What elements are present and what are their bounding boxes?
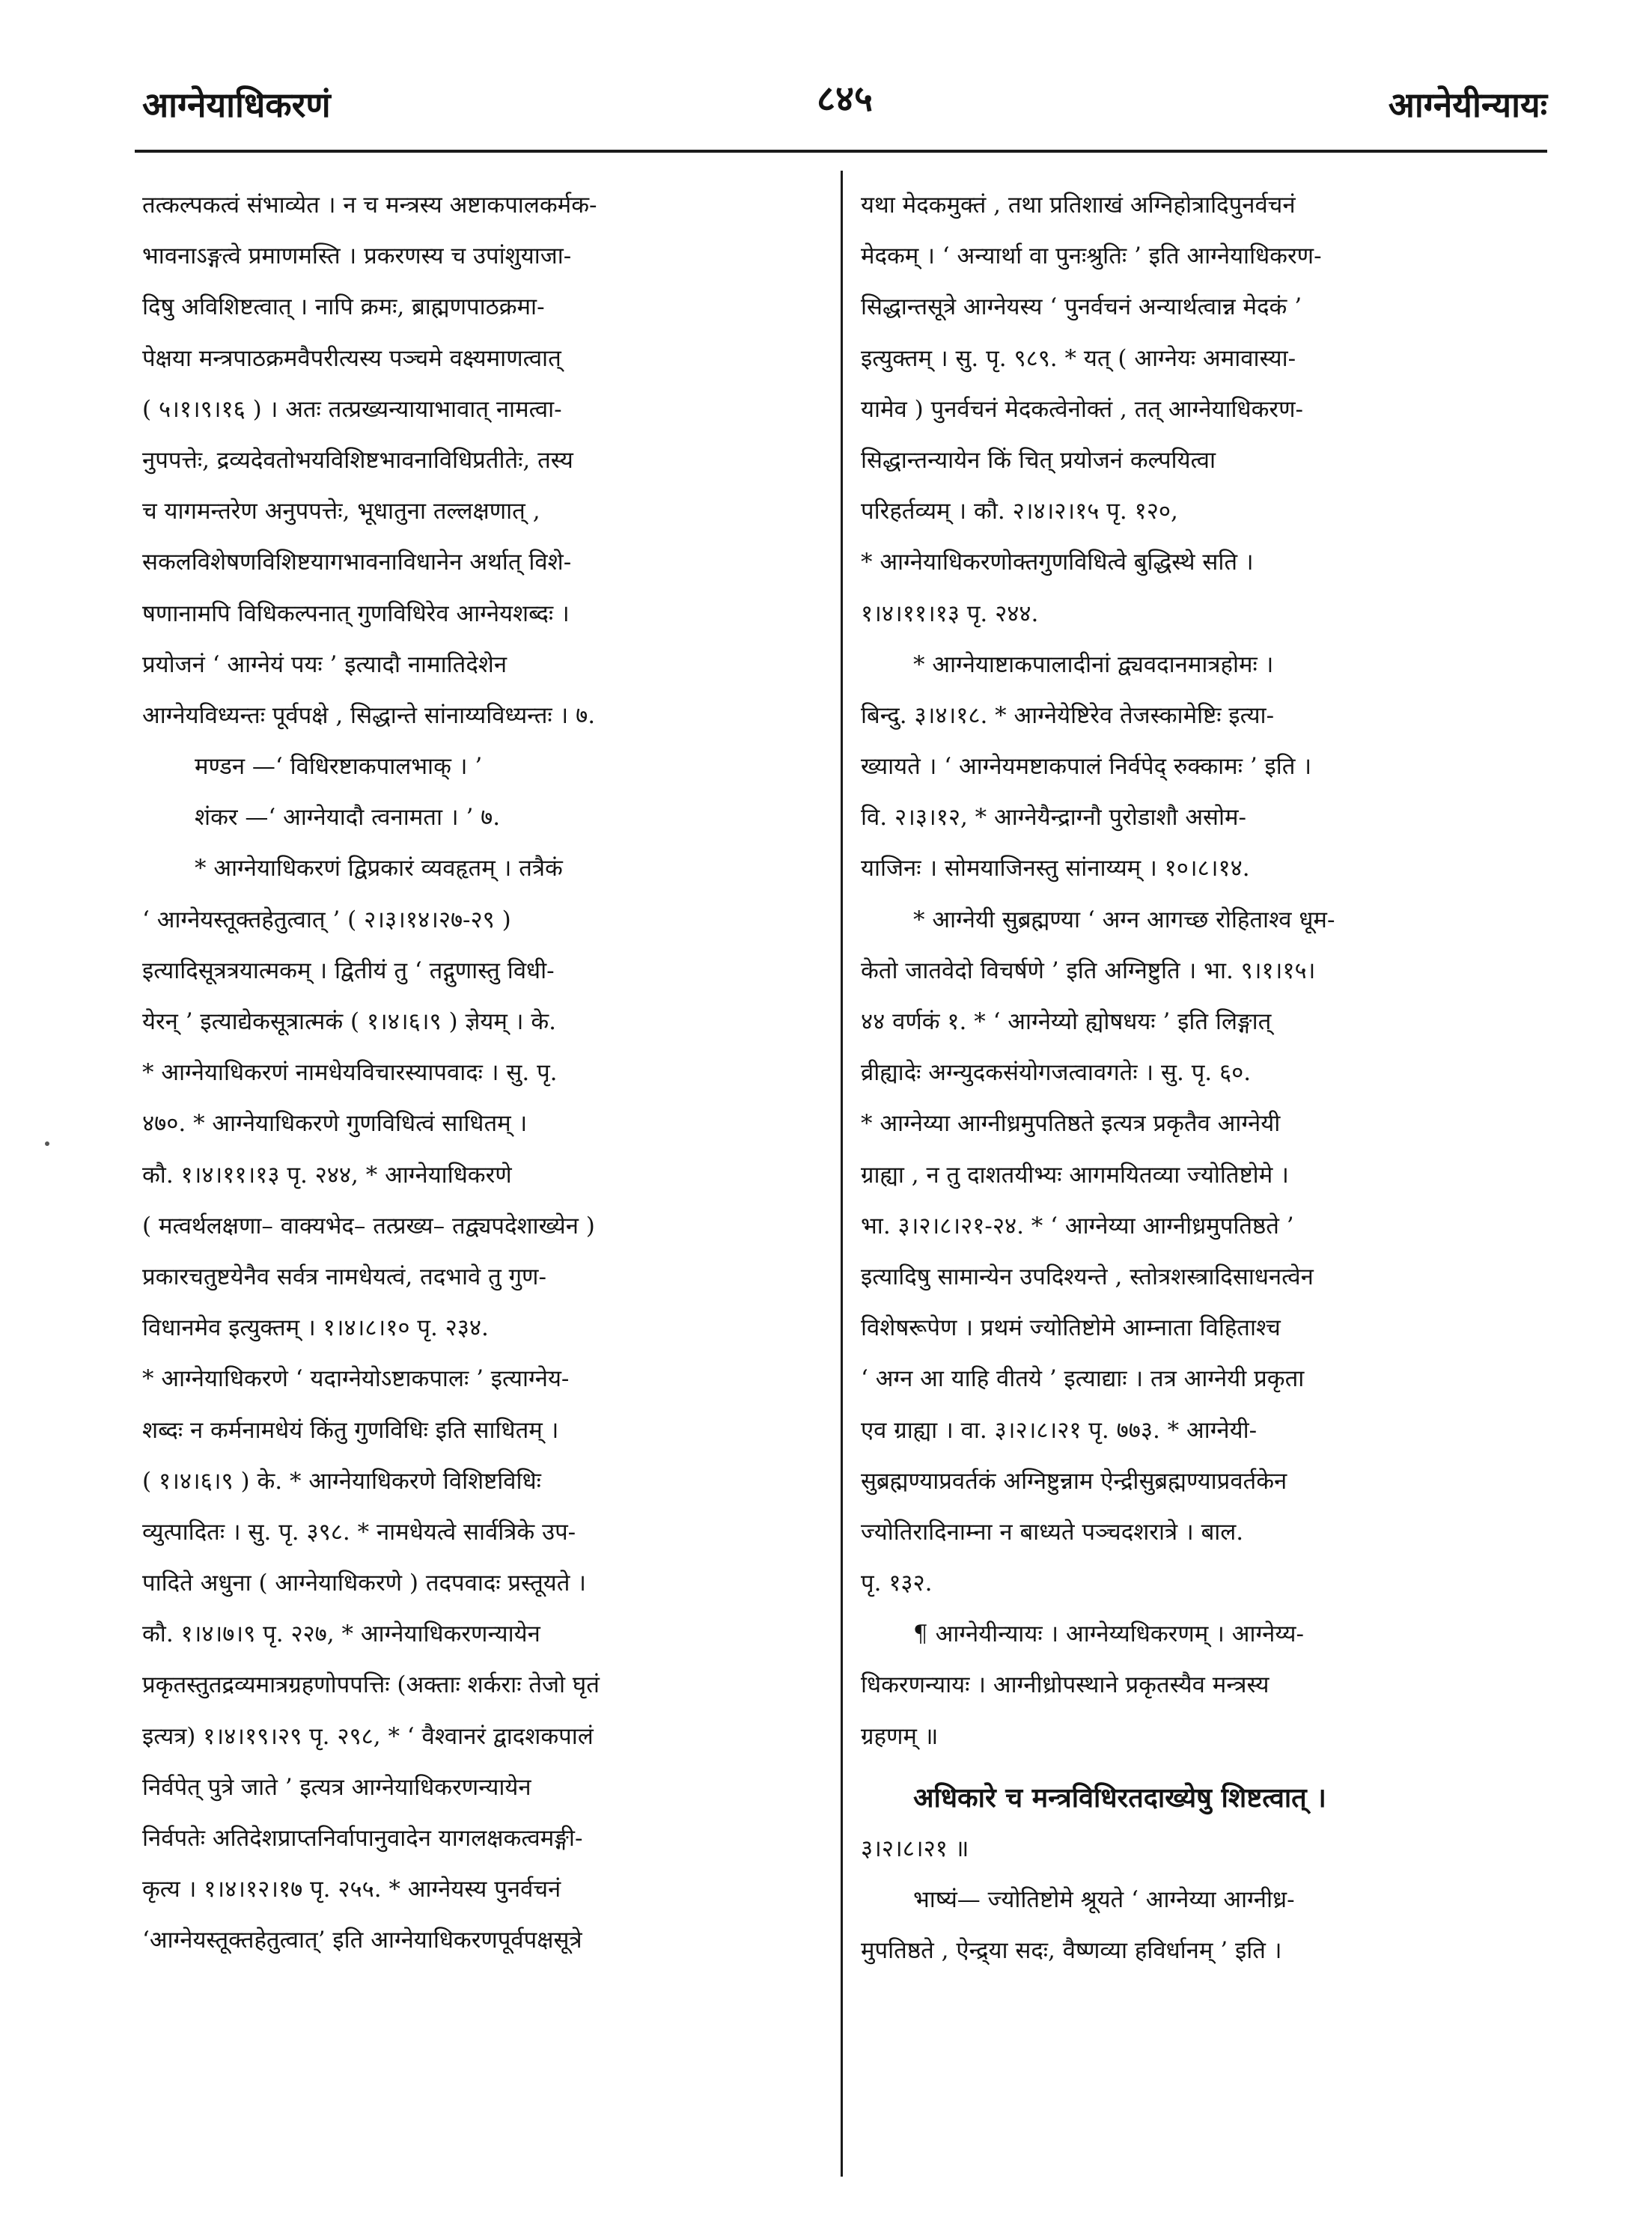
text-line: शंकर —‘ आग्नेयादौ त्वनामता । ’ ७. bbox=[195, 804, 501, 832]
text-line: पादिते अधुना ( आग्नेयाधिकरणे ) तदपवादः प्रस्तूयते । bbox=[142, 1570, 587, 1597]
text-line: सुब्रह्मण्याप्रवर्तकं अग्निष्टुन्नाम ऐन्द्रीसुब्रह्मण्याप्रवर्तकेन bbox=[861, 1467, 1287, 1495]
text-line: पृ. १३२. bbox=[861, 1570, 933, 1597]
text-line: ४७०. * आग्नेयाधिकरणे गुणविधित्वं साधितम् । bbox=[142, 1110, 528, 1138]
right-column bbox=[861, 180, 1549, 2171]
text-line: एव ग्राह्या । वा. ३।२।८।२१ पृ. ७७३. * आग्नेयी- bbox=[861, 1416, 1258, 1444]
text-line: भा. ३।२।८।२१-२४. * ‘ आग्नेय्या आग्नीध्रमुपतिष्ठते ’ bbox=[861, 1212, 1294, 1240]
text-line: केतो जातवेदो विचर्षणे ’ इति अग्निष्टुति । भा. ९।१।१५। bbox=[861, 957, 1316, 984]
text-line: ¶ आग्नेयीन्यायः । आग्नेय्यधिकरणम् । आग्नेय्य- bbox=[913, 1620, 1304, 1648]
running-header bbox=[142, 66, 1547, 126]
text-line: सिद्धान्तसूत्रे आग्नेयस्य ‘ पुनर्वचनं अन्यार्थत्वान्न मेदकं ’ bbox=[861, 293, 1302, 321]
text-line: निर्वपेत् पुत्रे जाते ’ इत्यत्र आग्नेयाधिकरणन्यायेन bbox=[142, 1773, 531, 1801]
text-line: नुपपत्तेः, द्रव्यदेवतोभयविशिष्टभावनाविधिप्रतीतेः, तस्य bbox=[142, 446, 573, 474]
text-line: ( १।४।६।९ ) के. * आग्नेयाधिकरणे विशिष्टविधिः bbox=[142, 1467, 541, 1495]
text-line: ग्रहणम् ॥ bbox=[861, 1722, 939, 1750]
text-line: प्रकृतस्तुतद्रव्यमात्रग्रहणोपपत्तिः (अक्ताः शर्कराः तेजो घृतं bbox=[142, 1671, 600, 1699]
text-line: ( मत्वर्थलक्षणा– वाक्यभेद– तत्प्रख्य– तद्व्यपदेशाख्येन ) bbox=[142, 1212, 595, 1240]
text-line: बिन्दु. ३।४।१८. * आग्नेयेष्टिरेव तेजस्कामेष्टिः इत्या- bbox=[861, 701, 1275, 729]
text-line: धिकरणन्यायः । आग्नीध्रोपस्थाने प्रकृतस्यैव मन्त्रस्य bbox=[861, 1671, 1270, 1699]
text-line: मुपतिष्ठते , ऐन्द्र्या सदः, वैष्णव्या हविर्धानम् ’ इति । bbox=[861, 1937, 1282, 1965]
text-line: पेक्षया मन्त्रपाठक्रमवैपरीत्यस्य पञ्चमे वक्ष्यमाणत्वात् bbox=[142, 344, 561, 372]
text-line: भावनाऽङ्गत्वे प्रमाणमस्ति । प्रकरणस्य च उपांशुयाजा- bbox=[142, 243, 572, 270]
text-line: मेदकम् । ‘ अन्यार्था वा पुनःश्रुतिः ’ इति आग्नेयाधिकरण- bbox=[861, 243, 1322, 270]
text-line: ४४ वर्णकं १. * ‘ आग्नेय्यो ह्योषधयः ’ इति लिङ्गात् bbox=[861, 1008, 1272, 1035]
column-divider bbox=[841, 171, 843, 2177]
text-line: प्रयोजनं ‘ आग्नेयं पयः ’ इत्यादौ नामातिदेशेन bbox=[142, 650, 508, 678]
text-line: ‘आग्नेयस्तूक्तहेतुत्वात्’ इति आग्नेयाधिकरणपूर्वपक्षसूत्रे bbox=[142, 1927, 582, 1954]
sutra-line: अधिकारे च मन्त्रविधिरतदाख्येषु शिष्टत्वात् । bbox=[913, 1781, 1326, 1814]
text-line: मण्डन —‘ विधिरष्टाकपालभाक् । ’ bbox=[195, 753, 483, 781]
text-line: * आग्नेयाधिकरणोक्तगुणविधित्वे बुद्धिस्थे सति । bbox=[861, 549, 1254, 576]
text-line: इत्युक्तम् । सु. पृ. ९८९. * यत् ( आग्नेयः अमावास्या- bbox=[861, 344, 1296, 372]
text-line: प्रकारचतुष्टयेनैव सर्वत्र नामधेयत्वं, तदभावे तु गुण- bbox=[142, 1263, 546, 1290]
text-line: कौ. १।४।७।९ पृ. २२७, * आग्नेयाधिकरणन्यायेन bbox=[142, 1620, 540, 1648]
text-line: विशेषरूपेण । प्रथमं ज्योतिष्टोमे आम्नाता विहिताश्च bbox=[861, 1314, 1281, 1342]
text-line: ख्यायते । ‘ आग्नेयमष्टाकपालं निर्वपेद् रुक्कामः ’ इति । bbox=[861, 753, 1312, 781]
text-line: ( ५।१।९।१६ ) । अतः तत्प्रख्यन्यायाभावात् नामत्वा- bbox=[142, 395, 562, 423]
text-line: व्रीह्यादेः अग्न्युदकसंयोगजत्वावगतेः । सु. पृ. ६०. bbox=[861, 1059, 1252, 1087]
text-line: * आग्नेय्या आग्नीध्रमुपतिष्ठते इत्यत्र प्रकृतैव आग्नेयी bbox=[861, 1110, 1281, 1138]
text-line: * आग्नेयाधिकरणे ‘ यदाग्नेयोऽष्टाकपालः ’ इत्याग्नेय- bbox=[142, 1365, 570, 1393]
header-left-title: आग्नेयाधिकरणं bbox=[142, 85, 331, 125]
text-line: * आग्नेयाष्टाकपालादीनां द्व्यवदानमात्रहोमः । bbox=[913, 650, 1274, 678]
text-line: शब्दः न कर्मनामधेयं किंतु गुणविधिः इति साधितम् । bbox=[142, 1416, 559, 1444]
text-line: १।४।११।१३ पृ. २४४. bbox=[861, 600, 1039, 627]
header-right-title: आग्नेयीन्यायः bbox=[1388, 85, 1547, 125]
text-line: * आग्नेयाधिकरणं द्विप्रकारं व्यवहृतम् । तत्रैकं bbox=[195, 855, 563, 882]
text-line: * आग्नेयी सुब्रह्मण्या ‘ अग्न आगच्छ रोहिताश्व धूम- bbox=[913, 906, 1335, 933]
text-line: कृत्य । १।४।१२।१७ पृ. २५५. * आग्नेयस्य पुनर्वचनं bbox=[142, 1876, 561, 1903]
scan-speck bbox=[45, 1141, 49, 1146]
text-line: च यागमन्तरेण अनुपपत्तेः, भूधातुना तल्लक्षणात् , bbox=[142, 498, 540, 525]
text-line: इत्यादिषु सामान्येन उपदिश्यन्ते , स्तोत्रशस्त्रादिसाधनत्वेन bbox=[861, 1263, 1314, 1290]
text-line: भाष्यं— ज्योतिष्टोमे श्रूयते ‘ आग्नेय्या आग्नीध्र- bbox=[913, 1886, 1295, 1914]
text-line: सकलविशेषणविशिष्टयागभावनाविधानेन अर्थात् विशे- bbox=[142, 549, 572, 576]
text-line: याजिनः । सोमयाजिनस्तु सांनाय्यम् । १०।८।१४. bbox=[861, 855, 1250, 882]
text-line: ज्योतिरादिनाम्ना न बाध्यते पञ्चदशरात्रे । बाल. bbox=[861, 1518, 1244, 1546]
text-line: यामेव ) पुनर्वचनं मेदकत्वेनोक्तं , तत् आग्नेयाधिकरण- bbox=[861, 395, 1303, 423]
page-number: ८४५ bbox=[817, 78, 873, 120]
text-line: व्युत्पादितः । सु. पृ. ३९८. * नामधेयत्वे सार्वत्रिके उप- bbox=[142, 1518, 576, 1546]
left-column bbox=[142, 180, 820, 2171]
text-line: येरन् ’ इत्याद्येकसूत्रात्मकं ( १।४।६।९ ) ज्ञेयम् । के. bbox=[142, 1008, 556, 1035]
text-line: * आग्नेयाधिकरणं नामधेयविचारस्यापवादः । सु. पृ. bbox=[142, 1059, 558, 1087]
text-line: ग्राह्या , न तु दाशतयीभ्यः आगमयितव्या ज्योतिष्टोमे । bbox=[861, 1161, 1289, 1189]
text-line: विधानमेव इत्युक्तम् । १।४।८।१० पृ. २३४. bbox=[142, 1314, 489, 1342]
text-line: सिद्धान्तन्यायेन किं चित् प्रयोजनं कल्पयित्वा bbox=[861, 446, 1216, 474]
text-line: आग्नेयविध्यन्तः पूर्वपक्षे , सिद्धान्ते सांनाय्यविध्यन्तः । ७. bbox=[142, 701, 596, 729]
text-line: यथा मेदकमुक्तं , तथा प्रतिशाखं अग्निहोत्रादिपुनर्वचनं bbox=[861, 192, 1296, 219]
text-line: इत्यत्र) १।४।१९।२९ पृ. २९८, * ‘ वैश्वानरं द्वादशकपालं bbox=[142, 1722, 594, 1750]
text-line: इत्यादिसूत्रत्रयात्मकम् । द्वितीयं तु ‘ तद्गुणास्तु विधी- bbox=[142, 957, 555, 984]
text-line: वि. २।३।१२, * आग्नेयैन्द्राग्नौ पुरोडाशौ असोम- bbox=[861, 804, 1247, 832]
text-line: परिहर्तव्यम् । कौ. २।४।२।१५ पृ. १२०, bbox=[861, 498, 1178, 525]
text-line: दिषु अविशिष्टत्वात् । नापि क्रमः, ब्राह्मणपाठक्रमा- bbox=[142, 293, 545, 321]
text-line: तत्कल्पकत्वं संभाव्येत । न च मन्त्रस्य अष्टाकपालकर्मक- bbox=[142, 192, 597, 219]
text-line: षणानामपि विधिकल्पनात् गुणविधिरेव आग्नेयशब्दः । bbox=[142, 600, 570, 627]
text-line: कौ. १।४।११।१३ पृ. २४४, * आग्नेयाधिकरणे bbox=[142, 1161, 512, 1189]
header-rule bbox=[135, 150, 1547, 153]
text-line: निर्वपतेः अतिदेशप्राप्तनिर्वापानुवादेन यागलक्षकत्वमङ्गी- bbox=[142, 1825, 583, 1852]
sutra-reference: ३।२।८।२१ ॥ bbox=[861, 1835, 969, 1862]
text-line: ‘ आग्नेयस्तूक्तहेतुत्वात् ’ ( २।३।१४।२७-२९ ) bbox=[142, 906, 511, 933]
text-line: ‘ अग्न आ याहि वीतये ’ इत्याद्याः । तत्र आग्नेयी प्रकृता bbox=[861, 1365, 1305, 1393]
